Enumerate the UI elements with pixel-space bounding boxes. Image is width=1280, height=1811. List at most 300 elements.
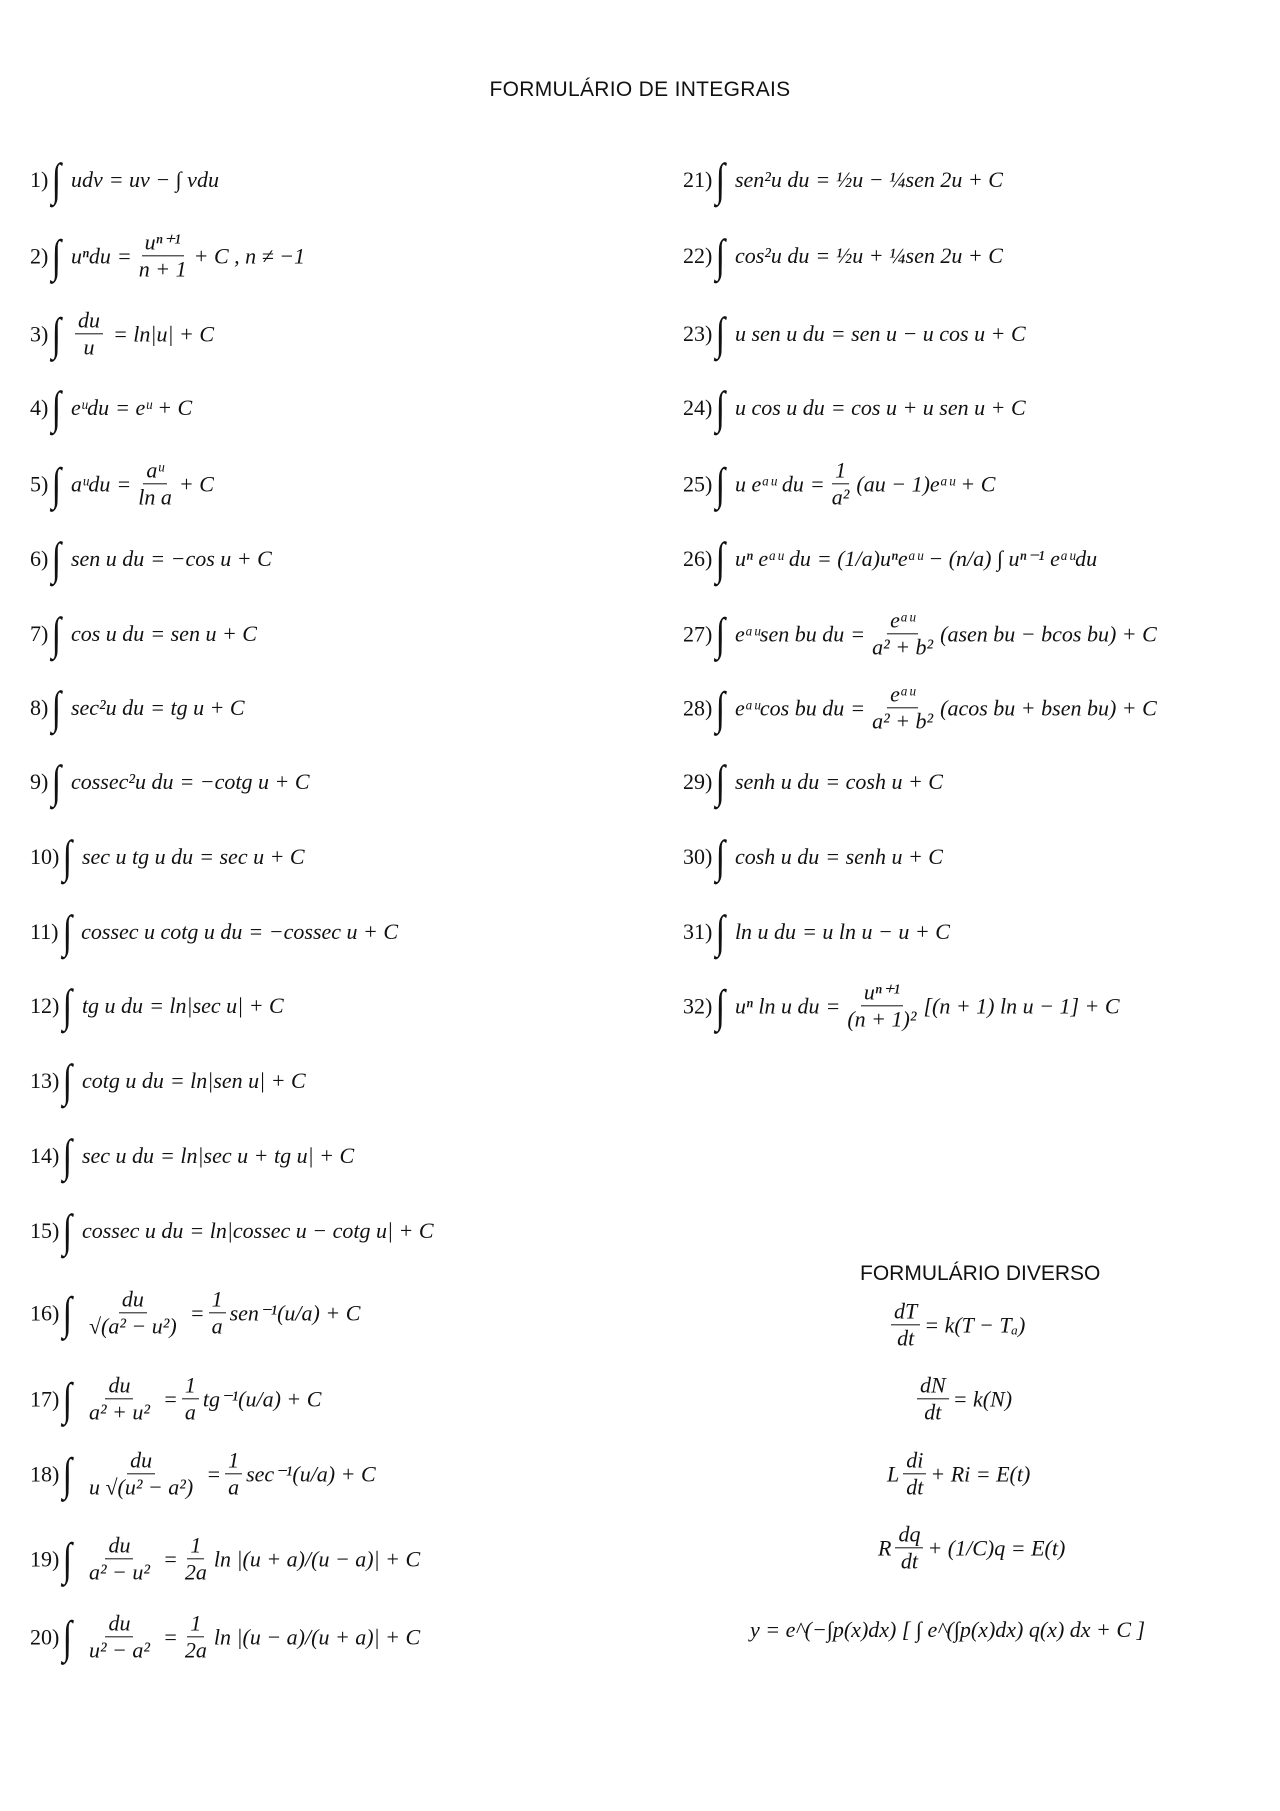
integral-sign-icon: ∫ [62,980,73,1031]
formula-result [825,769,943,795]
integrand-text: uⁿdu [70,243,111,268]
misc-tail: + Ri = E(t) [930,1461,1031,1486]
formula-result [109,167,219,193]
formula-result [850,682,1157,733]
formula-result [113,321,214,347]
result-text: = (1/a)uⁿeᵃᵘ − (n/a) ∫ uⁿ⁻¹ eᵃᵘdu [816,546,1098,571]
integrand-text: udv [70,167,103,192]
formula-number: 31) [683,919,713,944]
formula-row [30,230,305,281]
formula-number: 24) [683,395,713,420]
formula-row [30,458,214,509]
formula-number: 32) [683,993,713,1018]
result-tail: ln |(u + a)/(u − a)| + C [213,1546,421,1571]
integral-sign-icon: ∫ [715,154,726,205]
integral-sign-icon: ∫ [51,756,62,807]
integrand-denominator: a² + u² [88,1399,150,1425]
integral-sign-icon: ∫ [51,682,62,733]
formula-integrand [71,695,144,721]
misc-fraction [903,1448,926,1499]
formula-number: 26) [683,546,713,571]
formula-row [683,458,995,509]
formula-result [831,321,1026,347]
result-text: = tg u + C [150,695,245,720]
integral-sign-icon: ∫ [62,1448,73,1499]
formula-number: 29) [683,769,713,794]
formula-result [831,395,1026,421]
formula-integrand [82,844,193,870]
result-denominator: a [184,1399,196,1425]
integrand-numerator: du [119,1287,147,1313]
formula-result [802,919,950,945]
formula-row [683,980,1120,1031]
formula-row [683,756,943,807]
formula-row [30,1611,420,1662]
integrand-text: sec u du [81,1143,155,1168]
result-numerator: 1 [187,1533,204,1559]
integrand-text: sec u tg u du [81,844,194,869]
equals-sign: = [206,1461,222,1486]
integrand-text: tg u du [81,993,144,1018]
formula-number: 21) [683,167,713,192]
formula-integrand [71,546,144,572]
formula-integrand [735,167,809,193]
result-text: = sen u + C [150,621,257,646]
result-numerator: 1 [187,1611,204,1637]
formula-number: 15) [30,1218,60,1243]
result-fraction [182,1373,199,1424]
integrand-numerator: du [105,1533,133,1559]
formula-number: 20) [30,1624,60,1649]
result-numerator: uⁿ⁺¹ [861,980,903,1006]
integrand-text: sec²u du [70,695,145,720]
misc-denominator: dt [897,1325,915,1351]
integral-sign-icon: ∫ [715,458,726,509]
integrand-fraction [86,1533,153,1584]
result-text: = ln|u| + C [112,321,215,346]
integrand-denominator: a² − u² [88,1559,150,1585]
formula-number: 14) [30,1143,60,1168]
integral-sign-icon: ∫ [715,682,726,733]
misc-denominator: dt [900,1548,919,1574]
equals-sign: = [116,243,132,268]
integral-sign-icon: ∫ [715,756,726,807]
formula-number: 9) [30,769,49,794]
misc-formula [913,1373,1012,1424]
integral-sign-icon: ∫ [62,1205,73,1256]
integral-sign-icon: ∫ [51,458,62,509]
result-text: = ln|sec u + tg u| + C [160,1143,355,1168]
result-tail: (acos bu + bsen bu) + C [940,695,1157,720]
integrand-text: cosh u du [734,844,820,869]
integrand-text: cossec u du [81,1218,184,1243]
formula-row [30,1205,434,1256]
integrand-denominator: √(a² − u²) [88,1313,177,1339]
result-tail: (au − 1)eᵃᵘ + C [856,471,996,496]
integrand-numerator: du [127,1448,155,1474]
result-denominator: 2a [184,1637,207,1663]
integral-sign-icon: ∫ [715,382,726,433]
result-text: = sen u − u cos u + C [830,321,1026,346]
result-numerator: 1 [225,1448,242,1474]
formula-row [683,308,1026,359]
equals-sign: = [825,993,841,1018]
integral-sign-icon: ∫ [715,980,726,1031]
result-text: = cos u + u sen u + C [830,395,1026,420]
misc-numerator: dN [917,1373,949,1399]
equals-sign: = [116,471,132,496]
result-tail: sen⁻¹(u/a) + C [229,1300,361,1325]
integrand-text: uⁿ eᵃᵘ du [734,546,811,571]
formula-integrand [82,1448,200,1499]
formula-number: 3) [30,321,49,346]
result-fraction [829,458,853,509]
formula-row [683,382,1026,433]
formula-integrand [82,993,143,1019]
result-numerator: uⁿ⁺¹ [142,230,184,256]
formula-result [810,458,995,509]
integral-sign-icon: ∫ [62,831,73,882]
integrand-text: uⁿ ln u du [734,993,820,1018]
misc-formula [750,1617,1145,1643]
integral-sign-icon: ∫ [62,1055,73,1106]
formula-number: 22) [683,243,713,268]
formula-integrand [735,769,819,795]
formula-integrand [735,321,825,347]
misc-fraction [895,1522,923,1573]
integral-sign-icon: ∫ [715,906,726,957]
formula-row [30,1287,360,1338]
integral-sign-icon: ∫ [51,533,62,584]
formula-result [115,395,192,421]
formula-row [30,756,310,807]
formula-integrand [735,395,825,421]
misc-numerator: dT [891,1299,920,1325]
integrand-denominator: u² − a² [88,1637,150,1663]
formula-number: 8) [30,695,49,720]
result-fraction [209,1287,226,1338]
result-denominator: a² + b² [872,634,934,660]
misc-tail: + (1/C)q = E(t) [927,1535,1066,1560]
formula-integrand [71,243,111,269]
result-denominator: 2a [184,1559,207,1585]
formula-row [30,382,193,433]
formula-integrand [735,993,820,1019]
equals-sign: = [850,621,866,646]
formula-integrand [82,1218,183,1244]
result-fraction [869,608,936,659]
result-text: = eᵘ + C [115,395,193,420]
integrand-text: u eᵃᵘ du [734,471,804,496]
formula-integrand [82,1143,154,1169]
result-text: = cosh u + C [825,769,943,794]
formula-number: 5) [30,471,49,496]
formula-row [683,230,1003,281]
integrand-denominator: u √(u² − a²) [88,1474,194,1500]
result-text: = ½u + ¼sen 2u + C [815,243,1003,268]
formula-integrand [71,769,174,795]
formula-integrand [82,1068,164,1094]
integral-sign-icon: ∫ [62,1373,73,1424]
formula-row [30,1373,321,1424]
formula-number: 2) [30,243,49,268]
formula-result [150,695,244,721]
formula-number: 19) [30,1546,60,1571]
result-fraction [135,458,175,509]
formula-integrand [71,308,107,359]
result-fraction [225,1448,242,1499]
formula-row [30,1448,376,1499]
misc-numerator: dq [895,1522,923,1548]
equals-sign: = [809,471,825,496]
formula-row [30,154,219,205]
formula-result [150,621,257,647]
formula-integrand [71,167,103,193]
misc-formula [887,1448,1030,1499]
equals-sign: = [850,695,866,720]
formula-number: 6) [30,546,49,571]
formula-row [30,906,399,957]
formula-integrand [735,243,809,269]
result-text: = senh u + C [825,844,943,869]
integrand-text: u sen u du [734,321,825,346]
integrand-fraction [86,1287,180,1338]
formula-number: 30) [683,844,713,869]
integral-sign-icon: ∫ [715,308,726,359]
formula-number: 18) [30,1461,60,1486]
result-denominator: a² [831,484,850,510]
integral-sign-icon: ∫ [51,608,62,659]
integrand-text: eᵘdu [70,395,110,420]
result-numerator: aᵘ [143,458,166,484]
formula-integrand [82,1533,157,1584]
integrand-text: cos u du [70,621,145,646]
result-denominator: (n + 1)² [847,1006,917,1032]
result-fraction [182,1533,210,1584]
formula-result [117,230,305,281]
misc-tail: = k(T − Tₐ) [924,1312,1026,1337]
integral-sign-icon: ∫ [51,308,62,359]
integrand-numerator: du [75,308,103,334]
page-title: FORMULÁRIO DE INTEGRAIS [489,78,791,101]
result-text: = ln|sen u| + C [169,1068,306,1093]
result-text: = u ln u − u + C [802,919,950,944]
integral-sign-icon: ∫ [62,1611,73,1662]
formula-row [683,608,1157,659]
result-fraction [136,230,190,281]
integrand-text: cossec u cotg u du [81,919,243,944]
integral-sign-icon: ∫ [715,831,726,882]
equals-sign: = [162,1386,178,1411]
formula-number: 7) [30,621,49,646]
misc-fraction [891,1299,920,1350]
result-text: = −cos u + C [150,546,272,571]
formula-row [30,308,214,359]
formula-result [817,546,1097,572]
misc-prefix: R [878,1535,892,1560]
result-tail: sec⁻¹(u/a) + C [246,1461,376,1486]
result-text: = uv − ∫ vdu [108,167,219,192]
formula-result [150,546,272,572]
formula-result [825,980,1119,1031]
integrand-fraction [86,1611,153,1662]
result-denominator: ln a [138,484,172,510]
result-text: = ½u − ¼sen 2u + C [815,167,1003,192]
formula-row [30,980,284,1031]
formula-result [116,458,214,509]
formula-row [683,154,1003,205]
integrand-text: eᵃᵘcos bu du [734,695,845,720]
misc-denominator: dt [924,1399,942,1425]
formula-integrand [71,621,144,647]
result-tail: [(n + 1) ln u − 1] + C [923,993,1120,1018]
integrand-text: senh u du [734,769,820,794]
result-text: = ln|cossec u − cotg u| + C [189,1218,434,1243]
integral-sign-icon: ∫ [715,533,726,584]
integral-sign-icon: ∫ [62,906,72,957]
formula-row [683,831,943,882]
result-tail: ln |(u − a)/(u + a)| + C [213,1624,421,1649]
formula-result [170,1068,306,1094]
result-text: = −cotg u + C [179,769,310,794]
section-title-misc: FORMULÁRIO DIVERSO [860,1262,1101,1285]
result-tail: + C [178,471,214,496]
formula-integrand [735,546,811,572]
integral-sign-icon: ∫ [715,230,726,281]
formula-number: 25) [683,471,713,496]
formula-result [179,769,309,795]
result-fraction [869,682,936,733]
formula-result [163,1533,420,1584]
formula-result [825,844,943,870]
result-tail: + C , n ≠ −1 [193,243,306,268]
formula-integrand [71,471,110,497]
formula-integrand [735,695,844,721]
formula-result [163,1611,420,1662]
formula-result [199,844,304,870]
misc-prefix: L [887,1461,900,1486]
formula-result [149,993,284,1019]
formula-row [30,608,257,659]
formula-row [30,1533,420,1584]
integral-sign-icon: ∫ [62,1287,73,1338]
formula-number: 16) [30,1300,60,1325]
formula-integrand [735,844,819,870]
result-numerator: 1 [832,458,849,484]
integrand-text: cossec²u du [70,769,174,794]
formula-result [160,1143,354,1169]
integral-sign-icon: ∫ [62,1533,73,1584]
result-denominator: a [211,1313,223,1339]
formula-number: 1) [30,167,49,192]
result-numerator: eᵃᵘ [887,682,918,708]
formula-number: 12) [30,993,60,1018]
formula-result [206,1448,375,1499]
equals-sign: = [189,1300,205,1325]
misc-numerator: di [903,1448,926,1474]
equals-sign: = [162,1624,178,1649]
integrand-text: sen²u du [734,167,810,192]
integral-sign-icon: ∫ [62,1130,73,1181]
misc-formula [887,1299,1025,1350]
result-denominator: n + 1 [138,256,187,282]
formula-row [30,1055,306,1106]
integrand-text: eᵃᵘsen bu du [734,621,845,646]
misc-denominator: dt [906,1474,924,1500]
formula-row [683,682,1157,733]
formula-number: 11) [30,919,59,944]
equals-sign: = [162,1546,178,1571]
formula-number: 10) [30,844,60,869]
formula-result [163,1373,321,1424]
result-numerator: eᵃᵘ [887,608,918,634]
formula-row [30,682,245,733]
formula-result [815,167,1003,193]
formula-row [30,533,272,584]
formula-integrand [82,1611,157,1662]
result-tail: (asen bu − bcos bu) + C [940,621,1157,646]
misc-fraction [917,1373,949,1424]
integral-sign-icon: ∫ [51,382,62,433]
formula-number: 23) [683,321,713,346]
result-numerator: 1 [182,1373,199,1399]
formula-row [30,831,305,882]
result-text: = −cossec u + C [248,919,399,944]
formula-integrand [81,919,242,945]
formula-integrand [735,471,804,497]
integrand-text: cos²u du [734,243,810,268]
integrand-text: u cos u du [734,395,825,420]
formula-integrand [82,1373,157,1424]
formula-row [683,533,1098,584]
integrand-text: aᵘdu [70,471,111,496]
integrand-text: cotg u du [81,1068,164,1093]
result-numerator: 1 [209,1287,226,1313]
misc-formula [878,1522,1065,1573]
misc-tail: y = e^(−∫p(x)dx) [ ∫ e^(∫p(x)dx) q(x) dx + C ] [750,1617,1146,1642]
result-denominator: a [228,1474,240,1500]
formula-result [190,1287,361,1338]
integral-sign-icon: ∫ [51,230,62,281]
formula-number: 28) [683,695,713,720]
integral-sign-icon: ∫ [51,154,62,205]
integrand-text: sen u du [70,546,145,571]
result-tail: tg⁻¹(u/a) + C [202,1386,322,1411]
formula-integrand [82,1287,184,1338]
formula-number: 4) [30,395,49,420]
formula-result [189,1218,433,1244]
integrand-fraction [86,1373,153,1424]
formula-integrand [71,395,109,421]
formula-number: 13) [30,1068,60,1093]
misc-tail: = k(N) [952,1386,1013,1411]
integrand-denominator: u [83,334,95,360]
formula-row [30,1130,355,1181]
result-fraction [182,1611,210,1662]
integrand-fraction [86,1448,196,1499]
result-fraction [844,980,919,1031]
formula-row [683,906,950,957]
integral-sign-icon: ∫ [715,608,726,659]
result-text: = ln|sec u| + C [149,993,284,1018]
integrand-numerator: du [105,1373,133,1399]
formula-number: 17) [30,1386,60,1411]
formula-result [248,919,398,945]
integrand-numerator: du [105,1611,133,1637]
result-denominator: a² + b² [872,708,934,734]
formula-number: 27) [683,621,713,646]
formula-integrand [735,621,844,647]
